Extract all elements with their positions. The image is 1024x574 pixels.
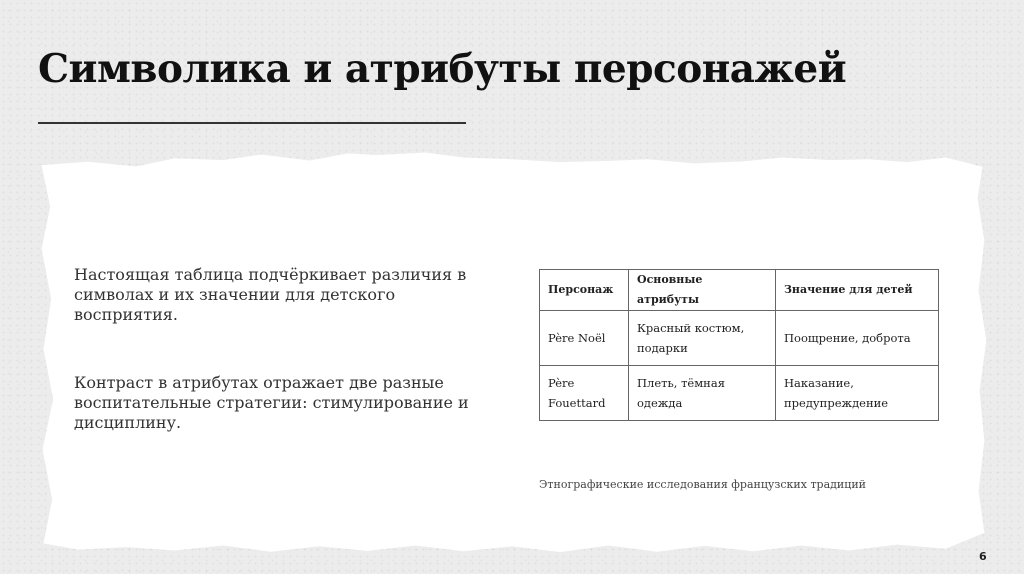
- header-meaning: Значение для детей: [776, 270, 939, 311]
- attributes-table: [539, 269, 939, 421]
- table-header-row: [540, 270, 939, 311]
- intro-paragraph: Настоящая таблица подчёркивает различия в символах и их значении для детского восприятия.: [74, 265, 467, 324]
- page-number: 6: [979, 550, 987, 563]
- source-caption: Этнографические исследования французских традиций: [539, 478, 866, 491]
- slide-title: Символика и атрибуты персонажей: [38, 46, 847, 92]
- table-cell-character: Père Fouettard: [540, 366, 629, 421]
- table-cell-meaning: Наказание, предупреждение: [776, 366, 939, 421]
- contrast-paragraph: Контраст в атрибутах отражает две разные воспитательные стратегии: стимулирование и дисциплину.: [74, 373, 469, 432]
- table-cell-attributes: Красный костюм, подарки: [629, 311, 776, 366]
- header-character: Персонаж: [540, 270, 629, 311]
- title-underline: [38, 122, 466, 124]
- table-cell-meaning: Поощрение, доброта: [776, 311, 939, 366]
- table-row: [540, 311, 939, 366]
- header-attributes: Основные атрибуты: [629, 270, 776, 311]
- table-cell-attributes: Плеть, тёмная одежда: [629, 366, 776, 421]
- table-cell-character: Père Noël: [540, 311, 629, 366]
- table-row: [540, 366, 939, 421]
